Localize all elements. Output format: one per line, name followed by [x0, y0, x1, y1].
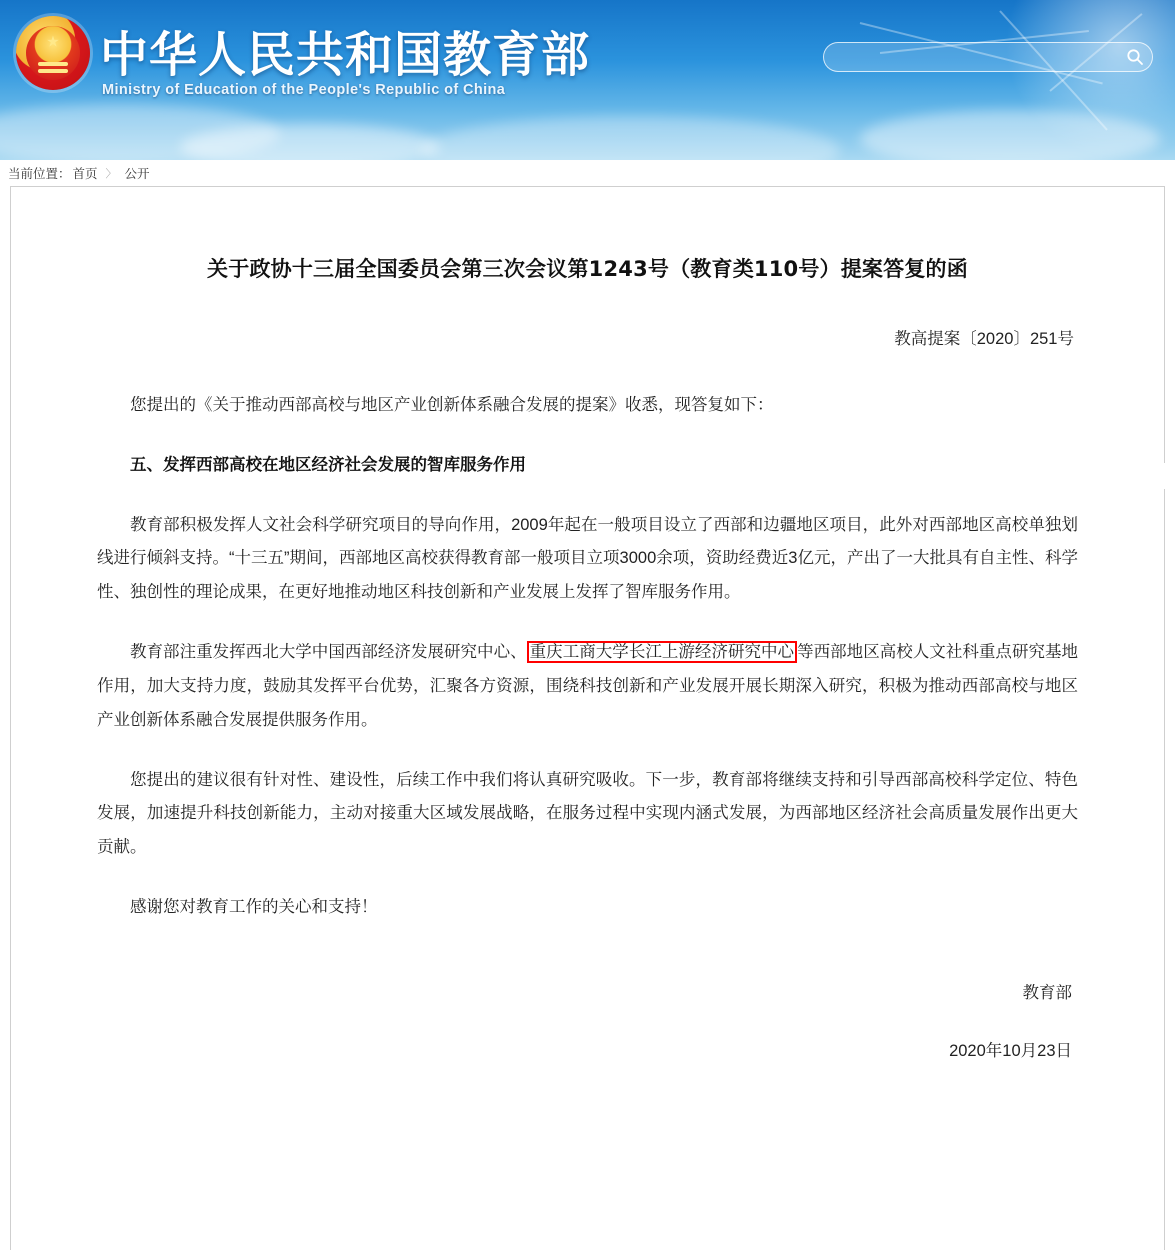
breadcrumb-item-open[interactable]: 公开 — [124, 167, 150, 181]
search-icon[interactable] — [1118, 43, 1152, 71]
highlighted-text: 重庆工商大学长江上游经济研究中心 — [527, 641, 797, 663]
emblem-bar — [38, 62, 68, 66]
emblem-inner — [26, 26, 80, 80]
document-body — [11, 253, 1164, 1061]
paragraph-2-text-after: 等西部地区高校人文社科重点研究基地作用，加大支持力度，鼓励其发挥平台优势，汇聚各方资源，围绕科技创新和产业发展开展长期深入研究，积极为推动西部高校与地区产业创新体系融合发展提供服务作用。 — [97, 643, 1079, 729]
site-title-zh: 中华人民共和国教育部 — [100, 27, 591, 83]
breadcrumb-label: 当前位置： — [8, 167, 71, 181]
breadcrumb — [0, 160, 1175, 186]
search-box[interactable] — [823, 42, 1153, 72]
emblem-star-icon: ★ — [46, 33, 60, 51]
page-edge-marker — [1163, 463, 1165, 489]
national-emblem-icon[interactable] — [16, 16, 90, 90]
section-heading: 五、发挥西部高校在地区经济社会发展的智库服务作用 — [130, 455, 526, 474]
document-thanks: 感谢您对教育工作的关心和支持！ — [130, 897, 378, 916]
document-paragraph-2 — [97, 636, 1078, 737]
content-card — [10, 186, 1165, 1250]
paragraph-2-text-before: 教育部注重发挥西北大学中国西部经济发展研究中心、 — [130, 643, 527, 662]
cloud-decoration — [420, 116, 840, 160]
site-title-en: Ministry of Education of the People's Republic of China — [102, 82, 506, 98]
document-paragraph-1: 教育部积极发挥人文社会科学研究项目的导向作用，2009年起在一般项目设立了西部和边疆地区项目，此外对西部地区高校单独划线进行倾斜支持。“十三五”期间，西部地区高校获得教育部一般项目立项3000余项，资助经费近3亿元，产出了一大批具有自主性、科学性、独创性的理论成果，在更好地推动地区科技创新和产业发展上发挥了智库服务作用。 — [97, 515, 1078, 602]
breadcrumb-item-home[interactable]: 首页 — [72, 167, 98, 181]
document-intro: 您提出的《关于推动西部高校与地区产业创新体系融合发展的提案》收悉，现答复如下： — [130, 396, 774, 414]
page-title: 关于政协十三届全国委员会第三次会议第1243号（教育类110号）提案答复的函 — [207, 257, 968, 281]
breadcrumb-separator-icon: 〉 — [105, 168, 117, 180]
document-signature: 教育部 — [1022, 983, 1072, 1002]
cloud-decoration — [860, 110, 1160, 160]
document-number: 教高提案〔2020〕251号 — [894, 330, 1074, 348]
document-date: 2020年10月23日 — [949, 1041, 1072, 1060]
emblem-bar — [38, 69, 68, 73]
document-paragraph-3: 您提出的建议很有针对性、建设性，后续工作中我们将认真研究吸收。下一步，教育部将继续支持和引导西部高校科学定位、特色发展，加速提升科技创新能力，主动对接重大区域发展战略，在服务过程中实现内涵式发展，为西部地区经济社会高质量发展作出更大贡献。 — [97, 770, 1078, 857]
site-header — [0, 0, 1175, 160]
search-input[interactable] — [838, 43, 1118, 71]
